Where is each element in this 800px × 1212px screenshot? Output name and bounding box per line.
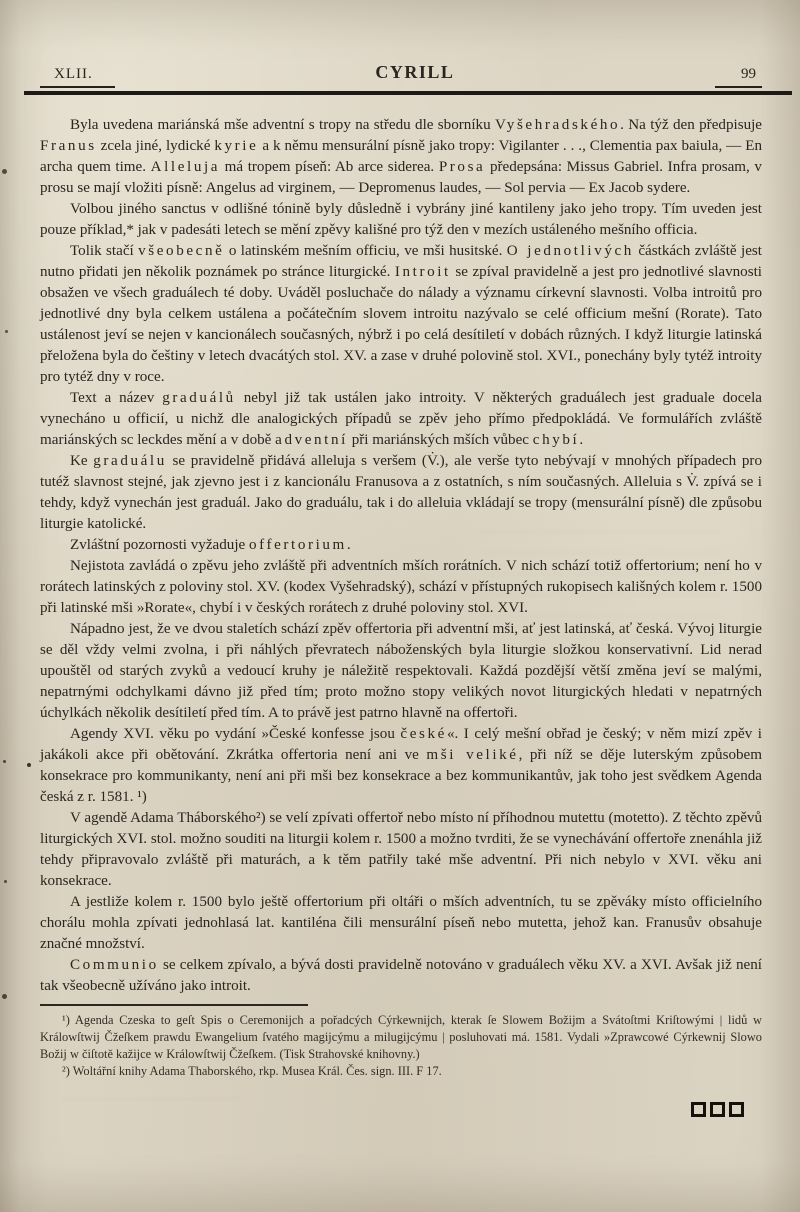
text-run: . Na týž den předpisuje (620, 117, 763, 133)
article-body (40, 115, 762, 997)
journal-title: CYRILL (375, 62, 455, 82)
body-paragraph (40, 535, 762, 556)
end-square-icon (729, 1102, 744, 1117)
emphasized-text: mši veliké (426, 747, 519, 763)
emphasized-text: české (400, 726, 447, 742)
text-run: ²) Woltářní knihy Adama Thaborského, rkp. Musea Král. Čes. sign. III. F 17. (62, 1064, 442, 1078)
page-number: 99 (715, 66, 762, 88)
body-paragraph (40, 955, 762, 997)
header-rule (24, 91, 792, 95)
text-run: Agendy XVI. věku po vydání »České konfesse jsou (70, 726, 401, 742)
text-run: , při níž se děje luterským způsobem konsekrace pro kommunikanty, není ani při mši bez konsekrace a bez kommunikantův, jak toho jest svědkem Agenda česká z r. 1581. ¹) (40, 747, 763, 805)
text-run: při mariánských mších vůbec (347, 432, 533, 448)
emphasized-text: kyrie (214, 138, 259, 154)
emphasized-text: graduálů (162, 390, 236, 406)
body-paragraph (40, 241, 762, 388)
text-run: Text a název (70, 390, 163, 406)
end-of-article-mark (687, 1100, 744, 1118)
footnote-separator (40, 1004, 308, 1006)
page-content (40, 62, 762, 1080)
text-run: má tropem píseň: Ab arce siderea. (220, 159, 439, 175)
text-run: . (579, 432, 584, 448)
text-run: Tolik stačí (70, 243, 139, 259)
text-run: Zvláštní pozornosti vyžaduje (70, 537, 249, 553)
text-run: Nejistota zavládá o zpěvu jeho zvláště při adventních mších rorátních. V nich schází totiž offertorium; není ho v rorátech latinských z poloviny stol. XV. (kodex Vyšehradský), schází v přístupných rukopisech kališných kolem r. 1500 při latinské mši »Rorate«, chybí i v českých rorátech z druhé poloviny stol. XVI. (40, 558, 762, 616)
text-run: nebyl již tak ustálen jako introity. V některých graduálech jest graduale docela vynecháno u officií, u nichž dle analogických případů se zpěv jeho přímo předpokládá. Ve formulářích zvláště mariánských sc leckdes mění a v době (40, 390, 762, 448)
text-run: Volbou jiného sanctus v odlišné tónině byly důsledně i vybrány jiné kantileny jako jeho tropy. Tím uveden jest pouze příklad,* jak v padesáti letech se mění zpěvy kališné pro týž den v mezích ustáleného mešního officia. (40, 201, 762, 238)
body-paragraph (40, 388, 762, 451)
text-run: se zpíval pravidelně a jest pro jednotlivé slavnosti obsažen ve všech graduálech té doby. Uváděl posluchače do nálady a významu církevní slavnosti. Volba introitů pro jednotlivé dny byla celkem ustálena a počátečním slovem introitu nazývalo se celé officium mešní (Rorate). Tato ustálenost jeví se nejen v kancionálech současných, nýbrž i po celá desítiletí v dobách různých. I když liturgie latinská přeložena byla do češtiny v letech dvacátých stol. XV. a zase v druhé polovině stol. XVI., ponechány byly tytéž introity pro tytéž dny v roce. (40, 264, 762, 385)
text-run: . (346, 537, 351, 553)
footnotes (40, 1012, 762, 1080)
text-run: předepsána: Missus Gabriel. Infra prosam, v prosu se mají vložiti písně: Angelus ad virginem, — Depromenus laudes, — Sol pervia — Ex Jacob sydere. (40, 159, 762, 196)
footnote (40, 1063, 762, 1080)
emphasized-text: Alleluja (150, 159, 221, 175)
emphasized-text: Communio (70, 957, 159, 973)
end-square-icon (710, 1102, 725, 1117)
footnote (40, 1012, 762, 1063)
emphasized-text: Prosa (438, 159, 486, 175)
body-paragraph (40, 808, 762, 892)
emphasized-text: offertorium (249, 537, 347, 553)
volume-number: XLII. (40, 66, 115, 88)
text-run: částkách zvláště jest nutno přidati jen několik poznámek po stránce liturgické. (40, 243, 762, 280)
body-paragraph (40, 115, 762, 199)
body-paragraph (40, 451, 762, 535)
body-paragraph (40, 556, 762, 619)
body-paragraph (40, 892, 762, 955)
emphasized-text: Franus (40, 138, 97, 154)
text-run: se celkem zpívalo, a bývá dosti pravidelně notováno v graduálech věku XV. a XVI. Avšak již není tak všeobecně užíváno jako introit. (40, 957, 762, 994)
header-row (40, 62, 762, 88)
text-run: o latinském mešním officiu, ve mši husitské. (224, 243, 507, 259)
emphasized-text: Introit (394, 264, 451, 280)
text-run: ¹) Agenda Czeska to geſt Spis o Ceremonijch a pořadcých Cýrkewnijch, kterak ſe Slowem Božijm a Svátoſtmi Kriſtowými | lidů w Králowſtwij Čžeſkem prawdu Ewangelium ſvatého magijcýmu a milugijcýmu | posluhovati má. 1581. Vydali »Zprawcowé Cýrkewnij Slowo Božij w čiſtotě kažijce w Králowſtwij Čžeſkem. (Tisk Strahovské knihovny.) (40, 1013, 762, 1061)
emphasized-text: chybí (532, 432, 580, 448)
text-run: zcela jiné, lydické (96, 138, 215, 154)
body-paragraph (40, 199, 762, 241)
scan-speck (3, 760, 6, 763)
page-header (40, 62, 762, 95)
text-run: V agendě Adama Tháborského²) se velí zpívati offertoř nebo místo ní příhodnou mutettu (motetto). Z těchto zpěvů liturgických XVI. stol. možno souditi na liturgii kolem r. 1500 a možno tvrditi, že se vynechávání offertoře znenáhla již tehdy připravovalo zvláště při maturách, a k těm patřily také mše adventní. Při nich nebylo v XVI. věku ani konsekrace. (40, 810, 762, 889)
text-run: Ke (70, 453, 94, 469)
text-run: A jestliže kolem r. 1500 bylo ještě offertorium při oltáři o mších adventních, tu se zpěváky místo officielního chorálu mohla zpívati jednohlasá lat. kantiléna čili mensurální píseň nebo mutetta, jehož kan. Franusův obsahuje značné množství. (40, 894, 762, 952)
text-run: a k němu mensurální písně jako tropy: Vigilanter . . ., Clementia pax baiula, — En archa quem time. (40, 138, 763, 175)
end-square-icon (691, 1102, 706, 1117)
emphasized-text: všeobecně (138, 243, 225, 259)
body-paragraph (40, 724, 762, 808)
emphasized-text: Vyšehradského (494, 117, 621, 133)
body-paragraph (40, 619, 762, 724)
emphasized-text: O jednotlivých (506, 243, 634, 259)
margin-mark (27, 763, 31, 767)
text-run: Nápadno jest, že ve dvou staletích schází zpěv offertoria při adventní mši, ať jest latinská, ať česká. Vývoj liturgie se děl vždy velmi zvolna, i při náhlých převratech náboženských byla liturgie složkou konservativní. Lid nerad upouštěl od starých zvyků a vedoucí kruhy je náležitě respektovali. Každá pozdější větší změna jeví se malými, nepatrnými odchylkami dávno již před tím; proto možno stopy velikých novot liturgických hledati v nepatrných úchylkách několik desítiletí před tím. A to právě jest patrno hlavně na offertoři. (40, 621, 762, 721)
text-run: se pravidelně přidává alleluja s veršem (V̇.), ale verše tyto nebývají v mnohých případech pro tutéž slavnost stejné, jak zjevno jest i z kancionálu Franusova a z ostatních, s ním současných. Alleluia s V̇. zpívá se i tehdy, když vynechán jest graduál. Jako do graduálu, tak i do alleluia vkládají se tropy (mensurální písně) dle způsobu liturgie katolické. (40, 453, 762, 532)
emphasized-text: adventní (275, 432, 348, 448)
emphasized-text: graduálu (93, 453, 167, 469)
text-run: «. I celý mešní obřad je český; v něm mizí zpěv i jakákoli akce při obětování. Zkrátka offertoria není ani ve (40, 726, 762, 763)
text-run: Byla uvedena mariánská mše adventní s tropy na středu dle sborníku (70, 117, 495, 133)
